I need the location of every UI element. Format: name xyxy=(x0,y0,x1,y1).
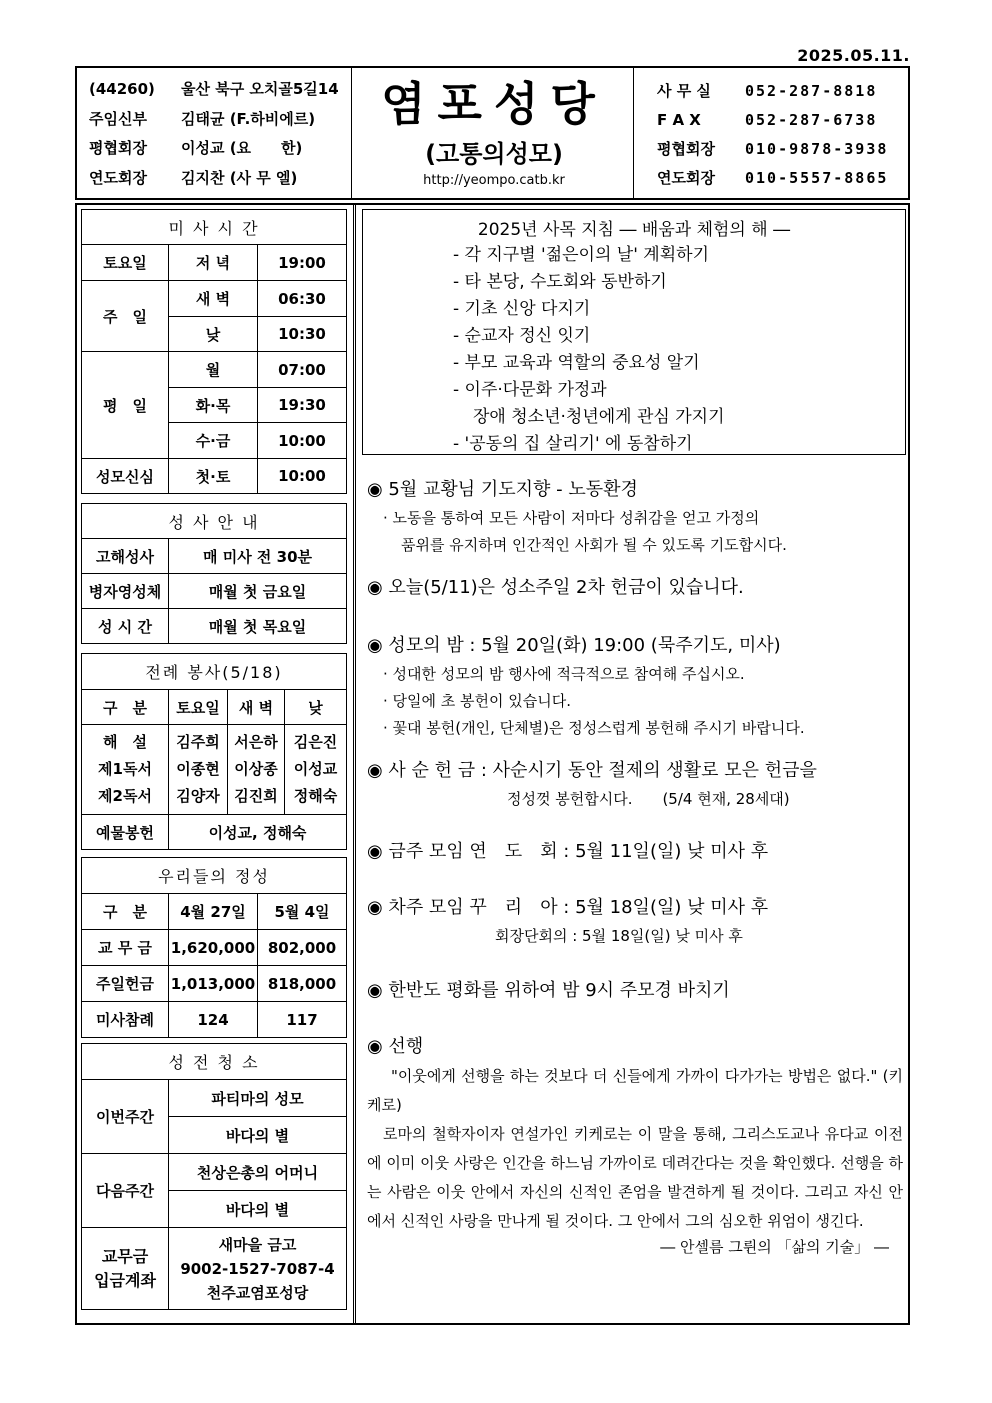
cell: 1,620,000 xyxy=(169,930,258,966)
sacrament-table xyxy=(81,503,347,644)
direction-list xyxy=(453,242,905,458)
info-key: 연도회장 xyxy=(89,168,147,187)
cell: 다음주간 xyxy=(82,1154,169,1228)
cell: 19:00 xyxy=(258,245,347,281)
cell: 10:00 xyxy=(258,459,347,494)
cell: 고해성사 xyxy=(82,539,169,574)
offering-title: 우리들의 정성 xyxy=(82,858,347,894)
cell: 818,000 xyxy=(258,966,347,1002)
notice-line: · 노동을 통하여 모든 사람이 저마다 성취감을 얻고 가정의 xyxy=(383,509,760,527)
cell: 김은진 이성교 정해숙 xyxy=(285,725,347,815)
info-value: 김지찬 (사 무 엘) xyxy=(181,168,298,187)
cell: 매월 첫 금요일 xyxy=(169,574,347,609)
notice-line: · 성대한 성모의 밤 행사에 적극적으로 참여해 주십시오. xyxy=(383,665,745,683)
info-key: 평협회장 xyxy=(89,139,147,158)
reflection-text: 로마의 철학자이자 연설가인 키케로는 이 말을 통해, 그리스도교나 유다교 이전에 이미 이웃 사랑은 인간을 하느님 가까이로 데려간다는 것을 확인했다. 선행을 하는 사람은 이웃 안에서 자신의 신적인 존엄을 발견하게 될 것이다. 그리고 자신 안에서 신적인 사랑을 만나게 될 것이다. 그 안에서 그의 심오한 위엄이 생긴다. xyxy=(367,1125,903,1230)
contact-key: 평협회장 xyxy=(657,140,715,158)
notice-line: · 당일에 초 봉헌이 있습니다. xyxy=(383,692,571,710)
liturgy-table xyxy=(81,653,347,850)
cell: 파티마의 성모 xyxy=(169,1080,347,1117)
list-item: - 타 본당, 수도회와 동반하기 xyxy=(453,272,667,292)
cell: 새 벽 xyxy=(169,281,258,317)
cell: 바다의 별 xyxy=(169,1191,347,1228)
info-value: 김태균 (F.하비에르) xyxy=(181,109,316,128)
cell: 토요일 xyxy=(82,245,169,281)
body-frame xyxy=(75,203,910,1325)
cell: 토요일 xyxy=(169,690,228,725)
offering-table xyxy=(81,857,347,1038)
cell: 천상은총의 어머니 xyxy=(169,1154,347,1191)
divider xyxy=(351,68,352,198)
notice-heading: ◉ 5월 교황님 기도지향 - 노동환경 xyxy=(367,479,638,500)
parish-name: 염포성당 xyxy=(381,77,607,131)
info-key: (44260) xyxy=(89,79,155,98)
cell: 해 설 제1독서 제2독서 xyxy=(82,725,169,815)
notice-line: · 꽃대 봉헌(개인, 단체별)은 정성스럽게 봉헌해 주시기 바랍니다. xyxy=(383,719,805,737)
info-key: 주임신부 xyxy=(89,109,147,128)
contact-value: 010-9878-3938 xyxy=(745,139,889,158)
bulletin-date: 2025.05.11. xyxy=(797,46,910,65)
cell: 124 xyxy=(169,1002,258,1038)
notice-line: 정성껏 봉헌합시다. (5/4 현재, 28세대) xyxy=(507,790,790,808)
cell: 1,013,000 xyxy=(169,966,258,1002)
cell: 성모신심 xyxy=(82,459,169,494)
column-divider xyxy=(353,205,356,1323)
list-item: - 기초 신앙 다지기 xyxy=(453,299,591,319)
contact-key: 연도회장 xyxy=(657,169,715,187)
cell: 구 분 xyxy=(82,894,169,930)
notice-heading: ◉ 사 순 헌 금 : 사순시기 동안 절제의 생활로 모은 헌금을 xyxy=(367,760,817,781)
cell: 10:00 xyxy=(258,423,347,459)
info-value: 울산 북구 오치골5길14 xyxy=(181,80,339,99)
cell: 구 분 xyxy=(82,690,169,725)
pastoral-direction xyxy=(362,209,906,455)
notice-line: 품위를 유지하며 인간적인 사회가 될 수 있도록 기도합시다. xyxy=(401,536,787,554)
cell: 매 미사 전 30분 xyxy=(169,539,347,574)
contact-value: 010-5557-8865 xyxy=(745,168,889,187)
contact-key: F A X xyxy=(657,110,701,129)
cell: 수·금 xyxy=(169,423,258,459)
notice-heading: ◉ 오늘(5/11)은 성소주일 2차 헌금이 있습니다. xyxy=(367,577,744,598)
notice-heading: ◉ 차주 모임 꾸 리 아 : 5월 18일(일) 낮 미사 후 xyxy=(367,897,769,918)
cleaning-title: 성 전 청 소 xyxy=(82,1044,347,1080)
contact-key: 사 무 실 xyxy=(657,82,711,100)
mass-times-table xyxy=(81,209,347,494)
cell: 병자영성체 xyxy=(82,574,169,609)
contact-value: 052-287-6738 xyxy=(745,110,878,129)
list-item: - 이주·다문화 가정과 xyxy=(453,380,607,400)
reflection-source: ― 안셀름 그륀의 「삶의 기술」 ― xyxy=(660,1238,889,1256)
cell: 평 일 xyxy=(82,352,169,459)
cell: 07:00 xyxy=(258,352,347,388)
cell: 예물봉헌 xyxy=(82,815,169,850)
list-item: - 부모 교육과 역할의 중요성 알기 xyxy=(453,353,700,373)
notice-heading: ◉ 성모의 밤 : 5월 20일(화) 19:00 (묵주기도, 미사) xyxy=(367,635,781,656)
cell: 교무금 입금계좌 xyxy=(82,1228,169,1310)
cell: 김주희 이종현 김양자 xyxy=(169,725,228,815)
cell: 19:30 xyxy=(258,388,347,423)
cleaning-table xyxy=(81,1043,347,1310)
list-item: - 각 지구별 '젊은이의 날' 계획하기 xyxy=(453,245,709,265)
cell: 교 무 금 xyxy=(82,930,169,966)
parish-title-block xyxy=(355,68,633,198)
account-info: 새마을 금고 9002-1527-7087-4 천주교염포성당 xyxy=(169,1228,347,1310)
parish-url[interactable]: http://yeompo.catb.kr xyxy=(423,173,565,188)
cell: 미사참례 xyxy=(82,1002,169,1038)
parish-patron: (고통의성모) xyxy=(425,140,563,168)
cell: 06:30 xyxy=(258,281,347,317)
notice-heading: ◉ 한반도 평화를 위하여 밤 9시 주모경 바치기 xyxy=(367,980,730,1001)
cell: 802,000 xyxy=(258,930,347,966)
cell: 매월 첫 목요일 xyxy=(169,609,347,644)
cell: 바다의 별 xyxy=(169,1117,347,1154)
cell: 4월 27일 xyxy=(169,894,258,930)
cell: 첫·토 xyxy=(169,459,258,494)
contact-info xyxy=(647,76,907,192)
notice-heading: ◉ 선행 xyxy=(367,1036,424,1057)
cell: 화·목 xyxy=(169,388,258,423)
list-item: - 순교자 정신 잇기 xyxy=(453,326,591,346)
divider xyxy=(633,68,634,198)
notice-heading: ◉ 금주 모임 연 도 회 : 5월 11일(일) 낮 미사 후 xyxy=(367,841,769,862)
quote-text: "이웃에게 선행을 하는 것보다 더 신들에게 가까이 다가가는 방법은 없다." (키케로) xyxy=(367,1067,903,1114)
cell: 117 xyxy=(258,1002,347,1038)
cell: 이성교, 정해숙 xyxy=(169,815,347,850)
info-value: 이성교 (요 한) xyxy=(181,139,303,158)
cell: 이번주간 xyxy=(82,1080,169,1154)
cell: 성 시 간 xyxy=(82,609,169,644)
parish-info xyxy=(85,74,345,192)
list-item: 장애 청소년·청년에게 관심 가지기 xyxy=(473,407,725,427)
cell: 낮 xyxy=(285,690,347,725)
cell: 10:30 xyxy=(258,317,347,352)
cell: 월 xyxy=(169,352,258,388)
list-item: - '공동의 집 살리기' 에 동참하기 xyxy=(453,434,693,454)
cell: 저 녁 xyxy=(169,245,258,281)
notice-line: 회장단회의 : 5월 18일(일) 낮 미사 후 xyxy=(495,927,743,945)
direction-title: 2025년 사목 지침 ― 배움과 체험의 해 ― xyxy=(477,220,791,240)
cell: 5월 4일 xyxy=(258,894,347,930)
notices xyxy=(367,475,903,1257)
cell: 낮 xyxy=(169,317,258,352)
cell: 주일헌금 xyxy=(82,966,169,1002)
sacrament-title: 성 사 안 내 xyxy=(82,504,347,539)
mass-title: 미 사 시 간 xyxy=(82,210,347,245)
cell: 서은하 이상종 김진희 xyxy=(228,725,285,815)
liturgy-title: 전례 봉사(5/18) xyxy=(82,654,347,690)
contact-value: 052-287-8818 xyxy=(745,81,878,100)
cell: 주 일 xyxy=(82,281,169,352)
cell: 새 벽 xyxy=(228,690,285,725)
header xyxy=(75,66,910,200)
